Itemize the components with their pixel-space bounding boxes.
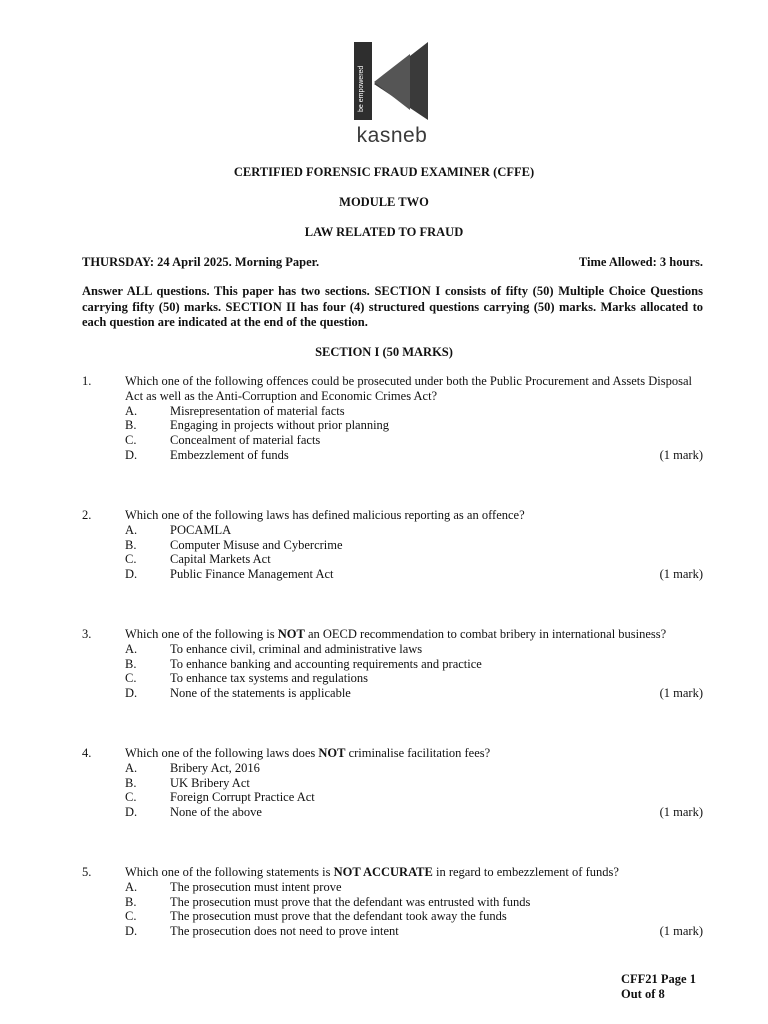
section-title: SECTION I (50 MARKS) — [315, 345, 453, 359]
option-b — [125, 418, 703, 433]
question-text: Which one of the following laws does NOT criminalise facilitation fees? — [125, 746, 491, 760]
option-a — [125, 523, 703, 538]
question-text: Which one of the following is NOT an OECD recommendation to combat bribery in international business? — [125, 627, 667, 641]
option-b — [125, 657, 703, 672]
option-text: The prosecution must prove that the defendant was entrusted with funds — [170, 894, 531, 909]
option-letter: A. — [125, 522, 138, 537]
option-letter: B. — [125, 894, 137, 909]
option-letter: A. — [125, 760, 138, 775]
option-text: None of the statements is applicable — [170, 686, 351, 701]
option-c — [125, 909, 703, 924]
marks-label: (1 mark) — [659, 805, 703, 820]
option-a — [125, 404, 703, 419]
instructions: Answer ALL questions. This paper has two sections. SECTION I consists of fifty (50) Multiple Choice Questions carrying fifty (50) marks. SECTION II has four (4) structured questions carrying (50) marks. Marks allocated to each question are indicated at the end of the question. — [82, 284, 703, 329]
option-text: POCAMLA — [170, 522, 232, 537]
option-d — [82, 924, 703, 939]
option-text: Embezzlement of funds — [170, 447, 289, 462]
question-5 — [82, 865, 703, 939]
option-d — [82, 567, 703, 582]
option-text: Misrepresentation of material facts — [170, 403, 345, 418]
emphasis-text: NOT ACCURATE — [333, 865, 433, 879]
option-letter: A. — [125, 641, 138, 656]
option-text: None of the above — [170, 805, 262, 820]
question-number: 3. — [82, 627, 92, 641]
option-b — [125, 538, 703, 553]
option-text: Computer Misuse and Cybercrime — [170, 537, 343, 552]
module-title: MODULE TWO — [339, 195, 429, 209]
question-3 — [82, 627, 703, 701]
marks-label: (1 mark) — [659, 447, 703, 462]
exam-date: THURSDAY: 24 April 2025. Morning Paper. — [82, 255, 320, 269]
paper-code-page: CFF21 Page 1 — [621, 972, 696, 986]
option-text: Engaging in projects without prior planning — [170, 418, 390, 433]
question-number: 2. — [82, 508, 92, 522]
option-b — [125, 776, 703, 791]
option-letter: D. — [125, 686, 138, 701]
page-total: Out of 8 — [621, 987, 665, 1001]
option-letter: B. — [125, 537, 137, 552]
question-number: 4. — [82, 746, 92, 760]
option-letter: D. — [125, 567, 138, 582]
option-text: Bribery Act, 2016 — [170, 760, 260, 775]
option-text: Capital Markets Act — [170, 552, 271, 567]
option-letter: C. — [125, 433, 137, 448]
exam-title: CERTIFIED FORENSIC FRAUD EXAMINER (CFFE) — [233, 165, 535, 179]
option-letter: A. — [125, 879, 138, 894]
question-text: Which one of the following offences could be prosecuted under both the Public Procurement and Assets Disposal Act as well as the Anti-Corruption and Economic Crimes Act? — [125, 374, 692, 403]
page-footer — [621, 972, 696, 1002]
question-number: 1. — [82, 374, 92, 388]
option-c — [125, 790, 703, 805]
option-c — [125, 671, 703, 686]
option-text: To enhance tax systems and regulations — [170, 671, 369, 686]
option-text: Public Finance Management Act — [170, 567, 334, 582]
option-c — [125, 552, 703, 567]
option-letter: C. — [125, 552, 137, 567]
option-text: To enhance banking and accounting requirements and practice — [170, 656, 482, 671]
option-a — [125, 642, 703, 657]
kasneb-logo — [352, 38, 432, 148]
option-letter: B. — [125, 775, 137, 790]
logo-wordmark: kasneb — [356, 124, 428, 147]
option-letter: C. — [125, 671, 137, 686]
logo-tagline: be empowered — [358, 65, 365, 112]
question-4 — [82, 746, 703, 820]
option-letter: B. — [125, 656, 137, 671]
kasneb-logo-mark-icon — [352, 38, 432, 124]
time-allowed: Time Allowed: 3 hours. — [578, 255, 703, 269]
option-d — [82, 448, 703, 463]
subject-title: LAW RELATED TO FRAUD — [304, 225, 464, 239]
emphasis-text: NOT — [277, 627, 305, 641]
option-letter: C. — [125, 909, 137, 924]
option-text: Concealment of material facts — [170, 433, 321, 448]
option-text: Foreign Corrupt Practice Act — [170, 790, 315, 805]
option-text: The prosecution must intent prove — [170, 879, 342, 894]
option-a — [125, 880, 703, 895]
option-letter: C. — [125, 790, 137, 805]
question-text: Which one of the following statements is NOT ACCURATE in regard to embezzlement of funds? — [125, 865, 619, 879]
option-d — [82, 805, 703, 820]
option-text: The prosecution does not need to prove intent — [170, 924, 399, 939]
emphasis-text: NOT — [318, 746, 346, 760]
question-number: 5. — [82, 865, 92, 879]
option-c — [125, 433, 703, 448]
marks-label: (1 mark) — [659, 567, 703, 582]
option-letter: B. — [125, 418, 137, 433]
option-a — [125, 761, 703, 776]
option-letter: D. — [125, 924, 138, 939]
option-letter: D. — [125, 447, 138, 462]
option-letter: A. — [125, 403, 138, 418]
question-text: Which one of the following laws has defined malicious reporting as an offence? — [125, 508, 525, 522]
question-2 — [82, 508, 703, 582]
option-d — [82, 686, 703, 701]
option-letter: D. — [125, 805, 138, 820]
option-text: UK Bribery Act — [170, 775, 250, 790]
option-text: To enhance civil, criminal and administrative laws — [170, 641, 423, 656]
question-1 — [82, 374, 703, 463]
marks-label: (1 mark) — [659, 686, 703, 701]
option-b — [125, 895, 703, 910]
option-text: The prosecution must prove that the defendant took away the funds — [170, 909, 507, 924]
marks-label: (1 mark) — [659, 924, 703, 939]
